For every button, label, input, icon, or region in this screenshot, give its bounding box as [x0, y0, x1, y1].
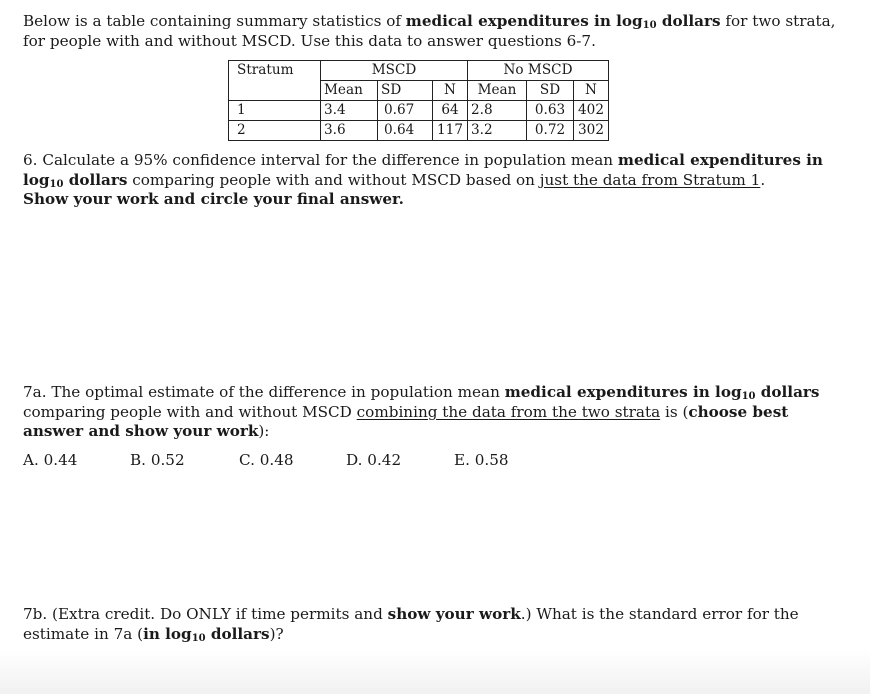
- q6-emphasis: medical expenditures in $\log_{10}$ dollars: [23, 151, 823, 190]
- answer-choice-c: C. 0.48: [239, 451, 294, 469]
- data-cell: 2.8: [468, 101, 527, 121]
- data-cell: 0.72: [527, 121, 574, 141]
- question-7b: 7b. (Extra credit. Do ONLY if time permits and show your work.) What is the standard error for the estimate in 7a (in $\log_{10}$ dollars)?: [23, 605, 799, 644]
- data-cell: 3.4: [321, 101, 378, 121]
- q7a-instruction: choose best answer and show your work: [23, 402, 789, 440]
- data-cell: 0.64: [378, 121, 433, 141]
- intro-paragraph: [23, 12, 840, 51]
- subheader-n: N: [574, 81, 609, 101]
- page-bottom-shadow: [0, 650, 870, 694]
- table-row: [229, 101, 609, 121]
- table-header-row: [229, 61, 609, 81]
- subheader-sd: SD: [527, 81, 574, 101]
- answer-choice-d: D. 0.42: [346, 451, 402, 469]
- q7b-emphasis: show your work: [387, 605, 521, 623]
- q6-instruction: Show your work and circle your final answer.: [23, 190, 404, 208]
- stratum-cell: 1: [229, 101, 321, 121]
- intro-emphasis: medical expenditures in $\log_{10}$ dollars: [405, 12, 721, 31]
- group-header-mscd: MSCD: [321, 61, 468, 81]
- data-cell: 0.67: [378, 101, 433, 121]
- data-cell: 402: [574, 101, 609, 121]
- subheader-mean: Mean: [468, 81, 527, 101]
- answer-choice-b: B. 0.52: [130, 451, 185, 469]
- group-header-no-mscd: No MSCD: [468, 61, 609, 81]
- subheader-mean: Mean: [321, 81, 378, 101]
- data-cell: 3.2: [468, 121, 527, 141]
- table-subheader-row: [229, 81, 609, 101]
- subheader-n: N: [433, 81, 468, 101]
- data-cell: 117: [433, 121, 468, 141]
- table-row: [229, 121, 609, 141]
- q6-underlined-text: just the data from Stratum 1: [539, 170, 761, 189]
- question-7a: 7a. The optimal estimate of the difference in population mean medical expenditures in $\log_{10}$ dollars comparing people with and without MSCD combining the data from the two strata is (choose best answer and show your work):: [23, 383, 820, 440]
- data-cell: 3.6: [321, 121, 378, 141]
- q7a-emphasis: medical expenditures in $\log_{10}$ dollars: [504, 383, 820, 402]
- q7a-underlined-text: combining the data from the two strata: [356, 402, 661, 421]
- question-6: 6. Calculate a 95% confidence interval for the difference in population mean medical expenditures in $\log_{10}$ dollars comparing people with and without MSCD based on just the data from Stratum 1. Show your work and circle your final answer.: [23, 151, 823, 208]
- subheader-sd: SD: [378, 81, 433, 101]
- q7b-units: in $\log_{10}$ dollars: [143, 624, 270, 644]
- answer-choice-e: E. 0.58: [454, 451, 509, 469]
- stratum-header: Stratum: [229, 61, 321, 81]
- answer-choice-a: A. 0.44: [23, 451, 78, 469]
- data-cell: 0.63: [527, 101, 574, 121]
- intro-text-end: for two strata, for people with and without MSCD. Use this data to answer questions 6-7.: [23, 12, 836, 50]
- summary-statistics-table: [228, 60, 609, 141]
- data-cell: 64: [433, 101, 468, 121]
- stratum-cell: 2: [229, 121, 321, 141]
- data-cell: 302: [574, 121, 609, 141]
- intro-text: Below is a table containing summary statistics of: [23, 12, 406, 30]
